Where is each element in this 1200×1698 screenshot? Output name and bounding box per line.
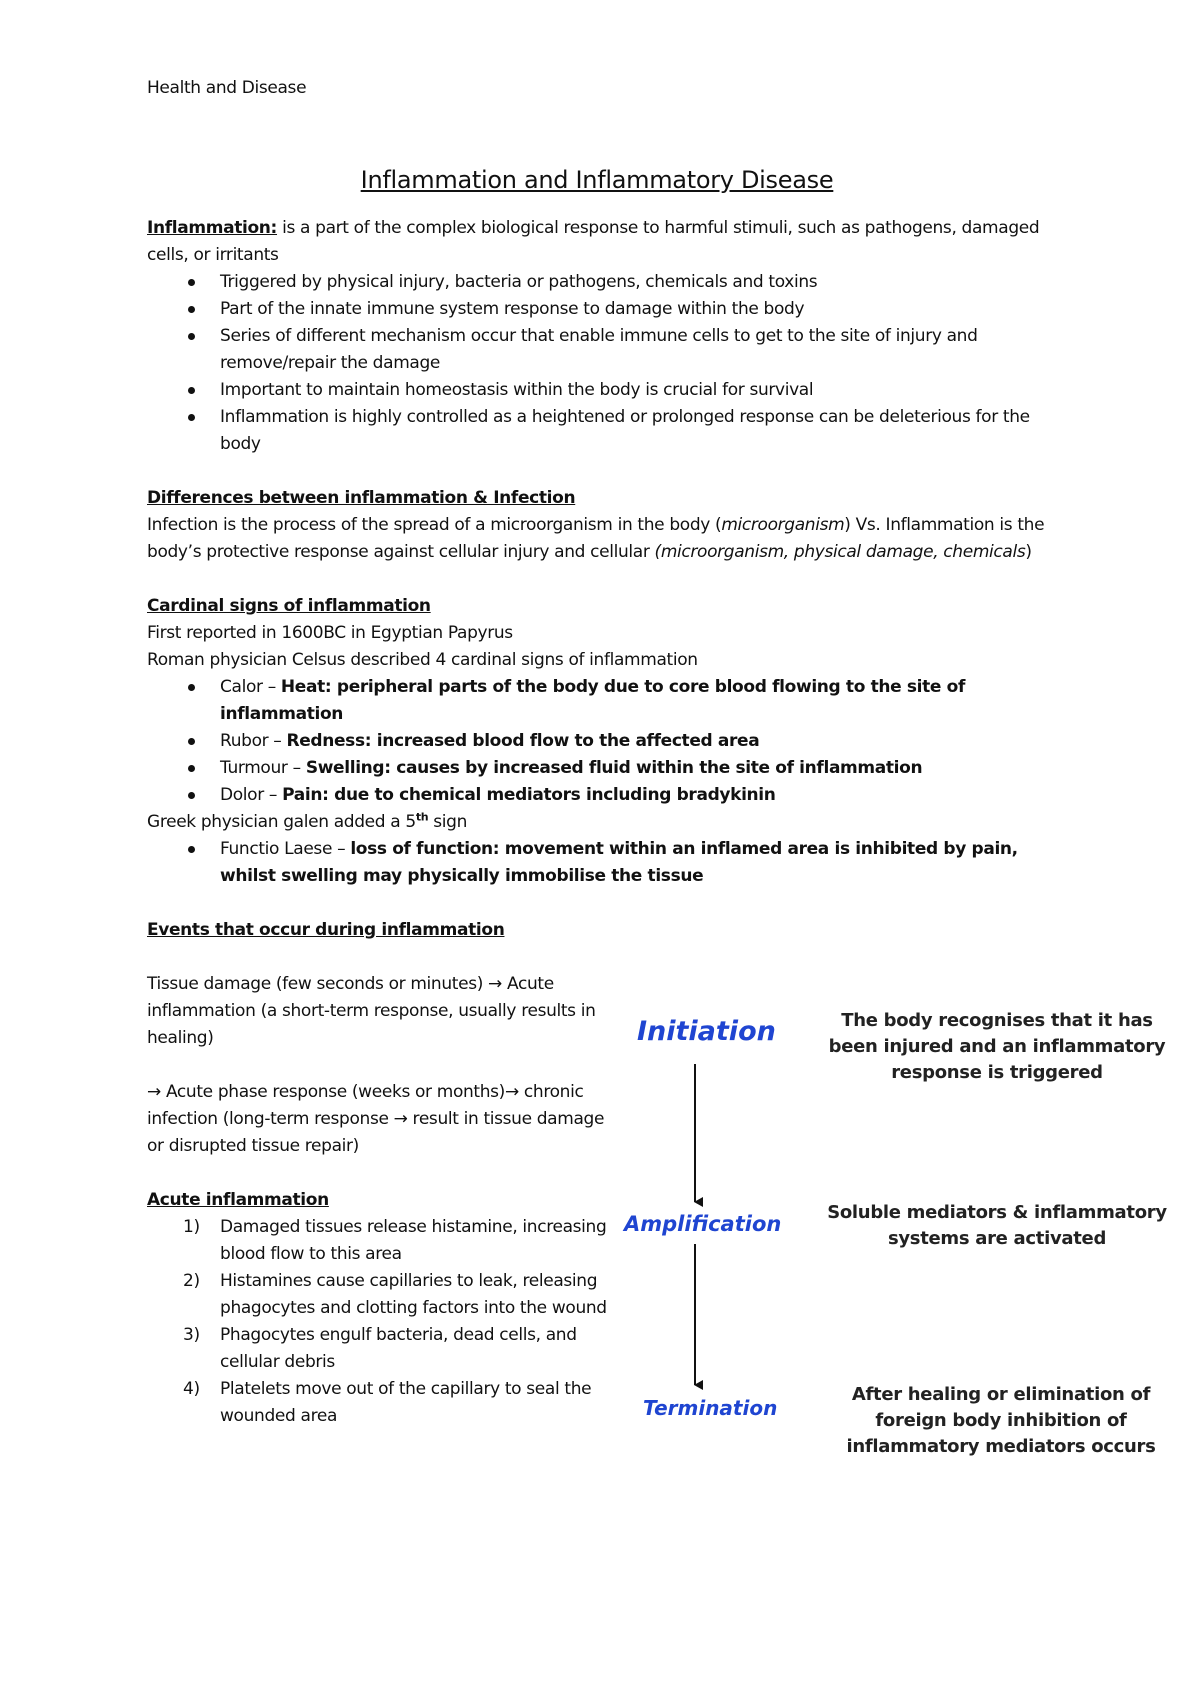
spacer	[147, 944, 607, 971]
step-number: 3)	[183, 1325, 200, 1345]
sign-description: Pain: due to chemical mediators including bradykinin	[282, 785, 776, 805]
cardinal-line: First reported in 1600BC in Egyptian Papyrus	[147, 623, 513, 643]
list-item	[147, 1214, 607, 1268]
sign-latin: Calor –	[220, 677, 281, 697]
section-heading: Events that occur during inflammation	[147, 920, 505, 940]
document-title: Inflammation and Inflammatory Disease	[360, 166, 834, 194]
sign-description: Heat: peripheral parts of the body due to core blood flowing to the site of inflammation	[220, 677, 966, 724]
stage-amplification: Amplification	[624, 1212, 782, 1236]
spacer	[147, 1052, 607, 1079]
list-item: Part of the innate immune system response to damage within the body	[147, 296, 1047, 323]
acute-steps-list	[147, 1214, 607, 1430]
list-item	[147, 755, 1047, 782]
sign-latin: Rubor –	[220, 731, 287, 751]
cardinal-line: Roman physician Celsus described 4 cardinal signs of inflammation	[147, 650, 698, 670]
stage-initiation: Initiation	[637, 1016, 776, 1047]
list-item: Series of different mechanism occur that enable immune cells to get to the site of injury and remove/repair the damage	[147, 323, 1047, 377]
cardinal-section	[147, 593, 1047, 890]
definition-term: Inflammation:	[147, 218, 278, 238]
definition-paragraph	[147, 215, 1047, 269]
events-paragraph: Tissue damage (few seconds or minutes) → Acute inflammation (a short-term response, usually results in healing)	[147, 974, 596, 1048]
list-item	[147, 836, 1047, 890]
inflammation-flow-diagram	[600, 990, 1180, 1480]
differences-paragraph	[147, 512, 1047, 566]
list-item	[147, 728, 1047, 755]
differences-italic: (microorganism, physical damage, chemicals	[654, 542, 1026, 562]
step-text: Phagocytes engulf bacteria, dead cells, and cellular debris	[220, 1325, 577, 1372]
stage-termination: Termination	[643, 1396, 778, 1420]
list-item	[147, 1322, 607, 1376]
greek-text: Greek physician galen added a 5	[147, 812, 416, 832]
events-left-column	[147, 944, 607, 1430]
step-number: 4)	[183, 1379, 200, 1399]
section-heading: Acute inflammation	[147, 1190, 329, 1210]
sign-description: Swelling: causes by increased fluid within the site of inflammation	[305, 758, 923, 778]
running-header: Health and Disease	[147, 78, 307, 98]
section-heading: Cardinal signs of inflammation	[147, 596, 431, 616]
step-text: Histamines cause capillaries to leak, releasing phagocytes and clotting factors into the wound	[220, 1271, 607, 1318]
amplification-description: Soluble mediators & inflammatory systems are activated	[827, 1202, 1167, 1249]
list-item	[147, 1376, 607, 1430]
fifth-sign-list	[147, 836, 1047, 890]
differences-text: Infection is the process of the spread of a microorganism in the body (	[147, 515, 722, 535]
step-number: 1)	[183, 1217, 200, 1237]
sign-latin: Functio Laese –	[220, 839, 351, 859]
list-item	[147, 1268, 607, 1322]
step-text: Platelets move out of the capillary to seal the wounded area	[220, 1379, 592, 1426]
greek-line	[147, 809, 1047, 836]
cardinal-signs-list	[147, 674, 1047, 809]
differences-section	[147, 485, 1047, 566]
list-item: Inflammation is highly controlled as a heightened or prolonged response can be deleterious for the body	[147, 404, 1047, 458]
step-text: Damaged tissues release histamine, increasing blood flow to this area	[220, 1217, 607, 1264]
sign-latin: Turmour –	[220, 758, 306, 778]
definition-section	[147, 215, 1047, 458]
differences-italic: microorganism	[721, 515, 845, 535]
spacer	[147, 1160, 607, 1187]
step-number: 2)	[183, 1271, 200, 1291]
greek-superscript: th	[415, 810, 429, 824]
initiation-description: The body recognises that it has been injured and an inflammatory response is triggered	[828, 1010, 1166, 1083]
list-item: Important to maintain homeostasis within the body is crucial for survival	[147, 377, 1047, 404]
definition-bullets	[147, 269, 1047, 458]
events-paragraph: → Acute phase response (weeks or months)→ chronic infection (long-term response → result in tissue damage or disrupted tissue repair)	[147, 1082, 605, 1156]
differences-text: ) Vs. Inflammation is the body’s protective response against cellular injury and cellular	[147, 515, 1045, 562]
list-item	[147, 782, 1047, 809]
section-heading: Differences between inflammation & Infection	[147, 488, 576, 508]
sign-latin: Dolor –	[220, 785, 283, 805]
definition-text: is a part of the complex biological response to harmful stimuli, such as pathogens, damaged cells, or irritants	[147, 218, 1040, 265]
greek-text: sign	[428, 812, 468, 832]
termination-description: After healing or elimination of foreign body inhibition of inflammatory mediators occurs	[846, 1384, 1156, 1457]
differences-text: )	[1025, 542, 1032, 562]
list-item	[147, 674, 1047, 728]
sign-description: loss of function: movement within an inflamed area is inhibited by pain, whilst swelling may physically immobilise the tissue	[220, 839, 1018, 886]
list-item: Triggered by physical injury, bacteria or pathogens, chemicals and toxins	[147, 269, 1047, 296]
sign-description: Redness: increased blood flow to the affected area	[286, 731, 760, 751]
